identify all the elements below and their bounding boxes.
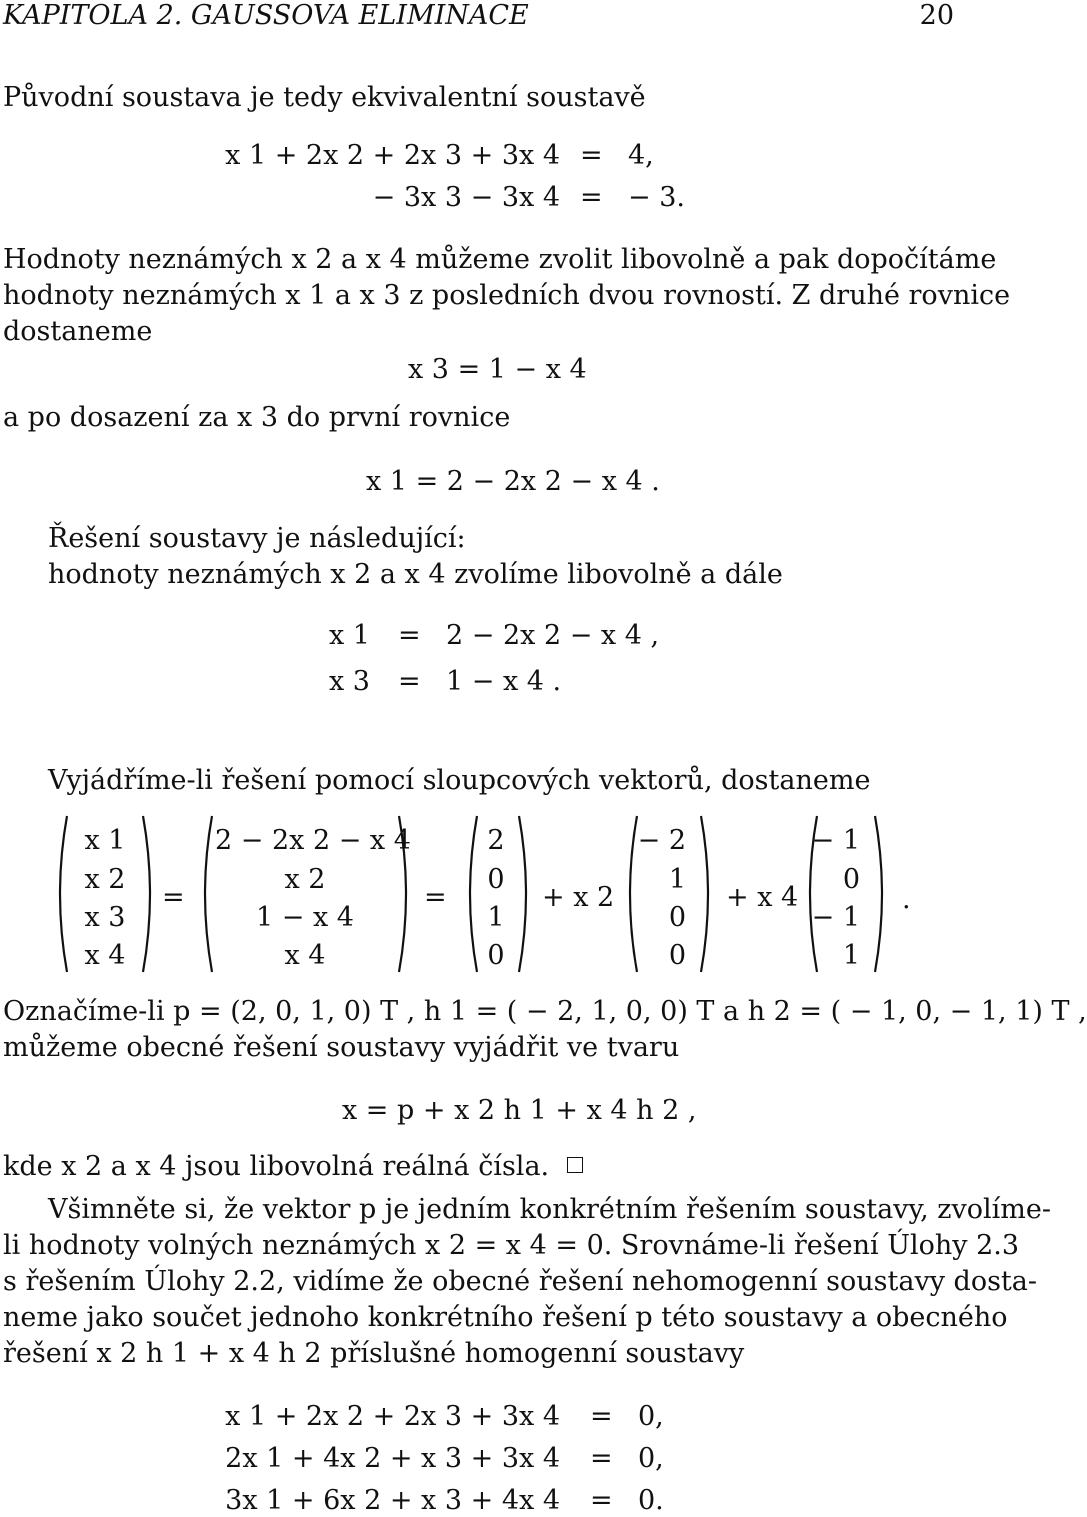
right-paren — [396, 814, 416, 974]
remark-line5: řešení x 2 h 1 + x 4 h 2 příslušné homogenní soustavy — [3, 1338, 745, 1369]
sys2-row2-eq: = — [398, 666, 421, 697]
para1-line3: dostaneme — [3, 316, 153, 347]
vector-entry: 0 — [668, 940, 686, 971]
para1-line2: hodnoty neznámých x 1 a x 3 z posledních dvou rovností. Z druhé rovnice — [3, 280, 1011, 311]
vector-entry: x 1 — [84, 825, 126, 856]
right-paren — [872, 814, 892, 974]
remark-line2: li hodnoty volných neznámých x 2 = x 4 = 0. Srovnáme-li řešení Úlohy 2.3 — [3, 1230, 1020, 1261]
equation-x3: x 3 = 1 − x 4 — [408, 354, 587, 385]
vector-entry: 0 — [842, 864, 860, 895]
sys2-row2-rhs: 1 − x 4 . — [446, 666, 562, 697]
sys2-row1-rhs: 2 − 2x 2 − x 4 , — [446, 620, 660, 651]
sys2-row2-lhs: x 3 — [329, 666, 370, 697]
right-paren — [140, 814, 160, 974]
intro-line: Původní soustava je tedy ekvivalentní soustavě — [3, 82, 646, 113]
general-solution-equation: x = p + x 2 h 1 + x 4 h 2 , — [342, 1095, 697, 1126]
sys3-row3-lhs: 3x 1 + 6x 2 + x 3 + 4x 4 — [225, 1485, 560, 1516]
running-header: KAPITOLA 2. GAUSSOVA ELIMINACE — [3, 0, 529, 31]
para1-line1: Hodnoty neznámých x 2 a x 4 můžeme zvolit libovolně a pak dopočítáme — [3, 244, 997, 275]
remark-line3: s řešením Úlohy 2.2, vidíme že obecné řešení nehomogenní soustavy dosta- — [3, 1266, 1038, 1297]
vector-entry: x 2 — [284, 864, 326, 895]
equals-sign: = — [424, 882, 447, 913]
vector-entry: − 1 — [811, 902, 860, 933]
sys1-row2-eq: = — [580, 182, 603, 213]
vector-entry: x 4 — [84, 940, 126, 971]
vector-entry: 1 — [842, 940, 860, 971]
sys1-row2-lhs: − 3x 3 − 3x 4 — [372, 182, 560, 213]
qed-square-icon — [567, 1157, 583, 1173]
vector-entry: 2 — [487, 825, 505, 856]
page-number: 20 — [919, 0, 954, 31]
right-paren — [698, 814, 718, 974]
sys3-row3-eq: = — [590, 1485, 613, 1516]
solution-line: hodnoty neznámých x 2 a x 4 zvolíme libovolně a dále — [48, 559, 783, 590]
remark-line4: neme jako součet jednoho konkrétního řešení p této soustavy a obecného — [3, 1302, 1008, 1333]
remark-line1: Všimněte si, že vektor p je jedním konkrétním řešením soustavy, zvolíme- — [48, 1194, 1051, 1225]
final-period: . — [902, 884, 911, 915]
definition-line1: Označíme-li p = (2, 0, 1, 0) T , h 1 = ( − 2, 1, 0, 0) T a h 2 = ( − 1, 0, − 1, 1) T , — [3, 996, 1087, 1027]
left-paren — [195, 814, 215, 974]
solution-heading: Řešení soustavy je následující: — [48, 523, 466, 554]
vector-entry: x 2 — [84, 864, 126, 895]
vector-entry: 2 − 2x 2 − x 4 — [215, 825, 411, 856]
vector-entry: x 3 — [84, 902, 126, 933]
sys1-row1-eq: = — [580, 140, 603, 171]
right-paren — [516, 814, 536, 974]
definition-line2: můžeme obecné řešení soustavy vyjádřit ve tvaru — [3, 1032, 680, 1063]
vector-entry: 0 — [487, 940, 505, 971]
vector-entry: − 1 — [811, 825, 860, 856]
sys2-row1-eq: = — [398, 620, 421, 651]
sys1-row2-rhs: − 3. — [628, 182, 685, 213]
plus-x2: + x 2 — [542, 882, 615, 913]
where-line — [3, 1153, 583, 1180]
sys3-row2-rhs: 0, — [638, 1443, 664, 1474]
sys3-row1-eq: = — [590, 1401, 613, 1432]
sys1-row1-rhs: 4, — [628, 140, 654, 171]
vector-entry: − 2 — [637, 825, 686, 856]
sys2-row1-lhs: x 1 — [329, 620, 370, 651]
vector-entry: 0 — [487, 864, 505, 895]
sys3-row1-rhs: 0, — [638, 1401, 664, 1432]
where-text: kde x 2 a x 4 jsou libovolná reálná čísla. — [3, 1151, 550, 1182]
vector-entry: x 4 — [284, 940, 326, 971]
vector-intro: Vyjádříme-li řešení pomocí sloupcových vektorů, dostaneme — [48, 765, 871, 796]
sys1-row1-lhs: x 1 + 2x 2 + 2x 3 + 3x 4 — [225, 140, 560, 171]
sys3-row2-eq: = — [590, 1443, 613, 1474]
plus-x4: + x 4 — [726, 882, 799, 913]
para2-line: a po dosazení za x 3 do první rovnice — [3, 402, 511, 433]
left-paren — [50, 814, 70, 974]
vector-entry: 0 — [668, 902, 686, 933]
vector-entry: 1 − x 4 — [256, 902, 354, 933]
sys3-row3-rhs: 0. — [638, 1485, 664, 1516]
sys3-row1-lhs: x 1 + 2x 2 + 2x 3 + 3x 4 — [225, 1401, 560, 1432]
equals-sign: = — [162, 882, 185, 913]
equation-x1: x 1 = 2 − 2x 2 − x 4 . — [366, 466, 660, 497]
vector-entry: 1 — [487, 902, 505, 933]
vector-entry: 1 — [668, 864, 686, 895]
sys3-row2-lhs: 2x 1 + 4x 2 + x 3 + 3x 4 — [225, 1443, 560, 1474]
